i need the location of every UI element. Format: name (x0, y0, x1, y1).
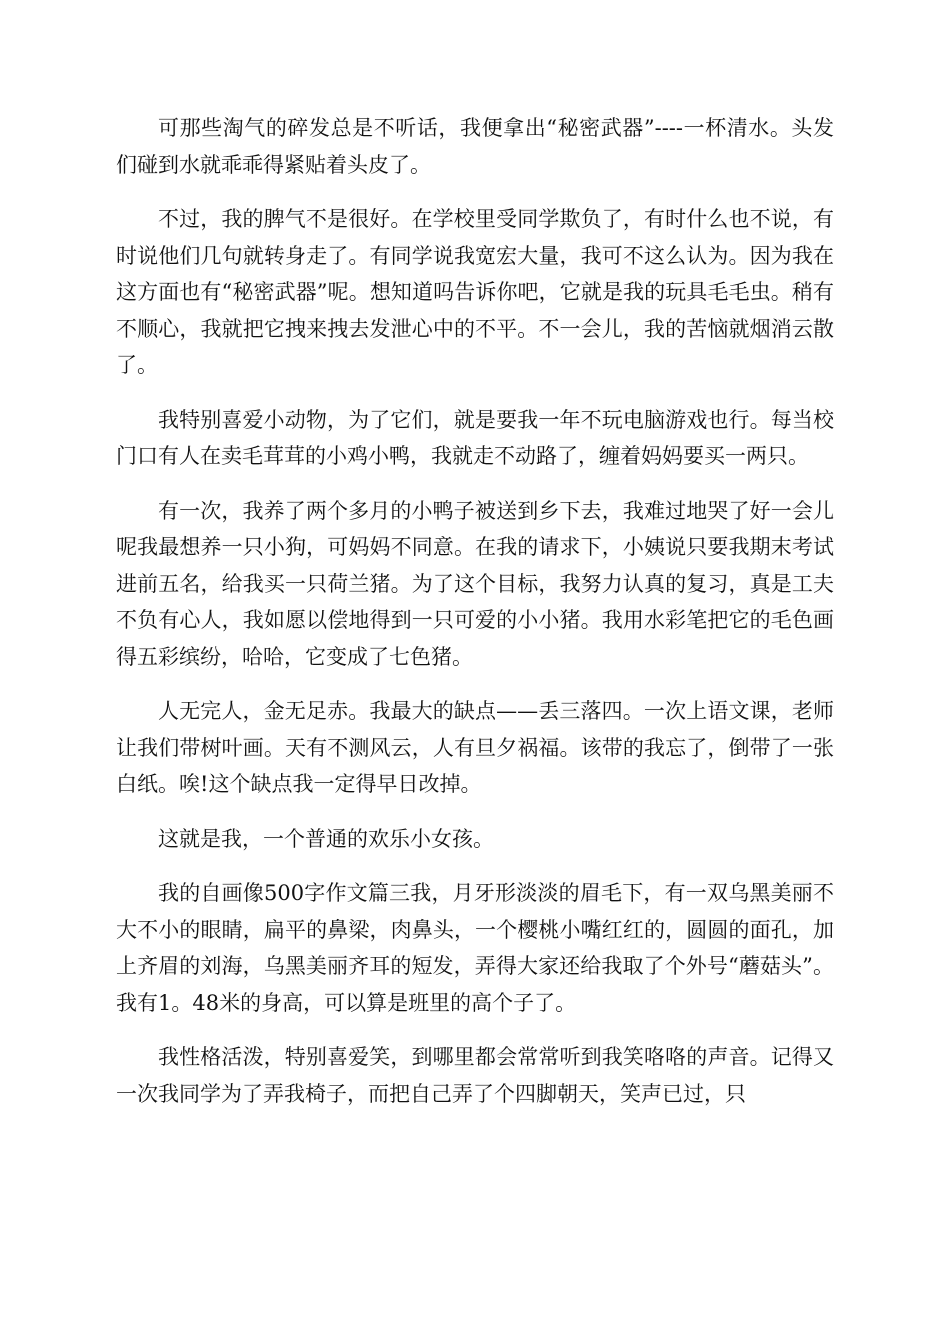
paragraph-shortcoming: 人无完人，金无足赤。我最大的缺点——丢三落四。一次上语文课，老师让我们带树叶画。天有不测风云，人有旦夕祸福。该带的我忘了，倒带了一张白纸。唉!这个缺点我一定得早日改掉。 (116, 699, 834, 796)
document-body (116, 110, 834, 1130)
paragraph-secret-weapon-water: 可那些淘气的碎发总是不听话，我便拿出“秘密武器”----一杯清水。头发们碰到水就乖乖得紧贴着头皮了。 (116, 116, 834, 177)
paragraph-temper-caterpillar: 不过，我的脾气不是很好。在学校里受同学欺负了，有时什么也不说，有时说他们几句就转身走了。有同学说我宽宏大量，我可不这么认为。因为我在这方面也有“秘密武器”呢。想知道吗告诉你吧，它就是我的玩具毛毛虫。稍有不顺心，我就把它拽来拽去发泄心中的不平。不一会儿，我的苦恼就烟消云散了。 (116, 207, 834, 377)
paragraph-personality: 我性格活泼，特别喜爱笑，到哪里都会常常听到我笑咯咯的声音。记得又一次我同学为了弄我椅子，而把自己弄了个四脚朝天，笑声已过，只 (116, 1045, 834, 1106)
paragraph-love-animals: 我特别喜爱小动物，为了它们，就是要我一年不玩电脑游戏也行。每当校门口有人在卖毛茸茸的小鸡小鸭，我就走不动路了，缠着妈妈要买一两只。 (116, 407, 834, 468)
paragraph-conclusion: 这就是我，一个普通的欢乐小女孩。 (158, 826, 494, 851)
paragraph-guinea-pig: 有一次，我养了两个多月的小鸭子被送到乡下去，我难过地哭了好一会儿呢我最想养一只小狗，可妈妈不同意。在我的请求下，小姨说只要我期末考试进前五名，给我买一只荷兰猪。为了这个目标，我努力认真的复习，真是工夫不负有心人，我如愿以偿地得到一只可爱的小小猪。我用水彩笔把它的毛色画得五彩缤纷，哈哈，它变成了七色猪。 (116, 498, 834, 669)
paragraph-essay-three-appearance: 我的自画像500字作文篇三我，月牙形淡淡的眉毛下，有一双乌黑美丽不大不小的眼睛，扁平的鼻梁，肉鼻头，一个樱桃小嘴红红的，圆圆的面孔，加上齐眉的刘海，乌黑美丽齐耳的短发，弄得大家还给我取了个外号“蘑菇头”。我有1。48米的身高，可以算是班里的高个子了。 (116, 881, 834, 1015)
